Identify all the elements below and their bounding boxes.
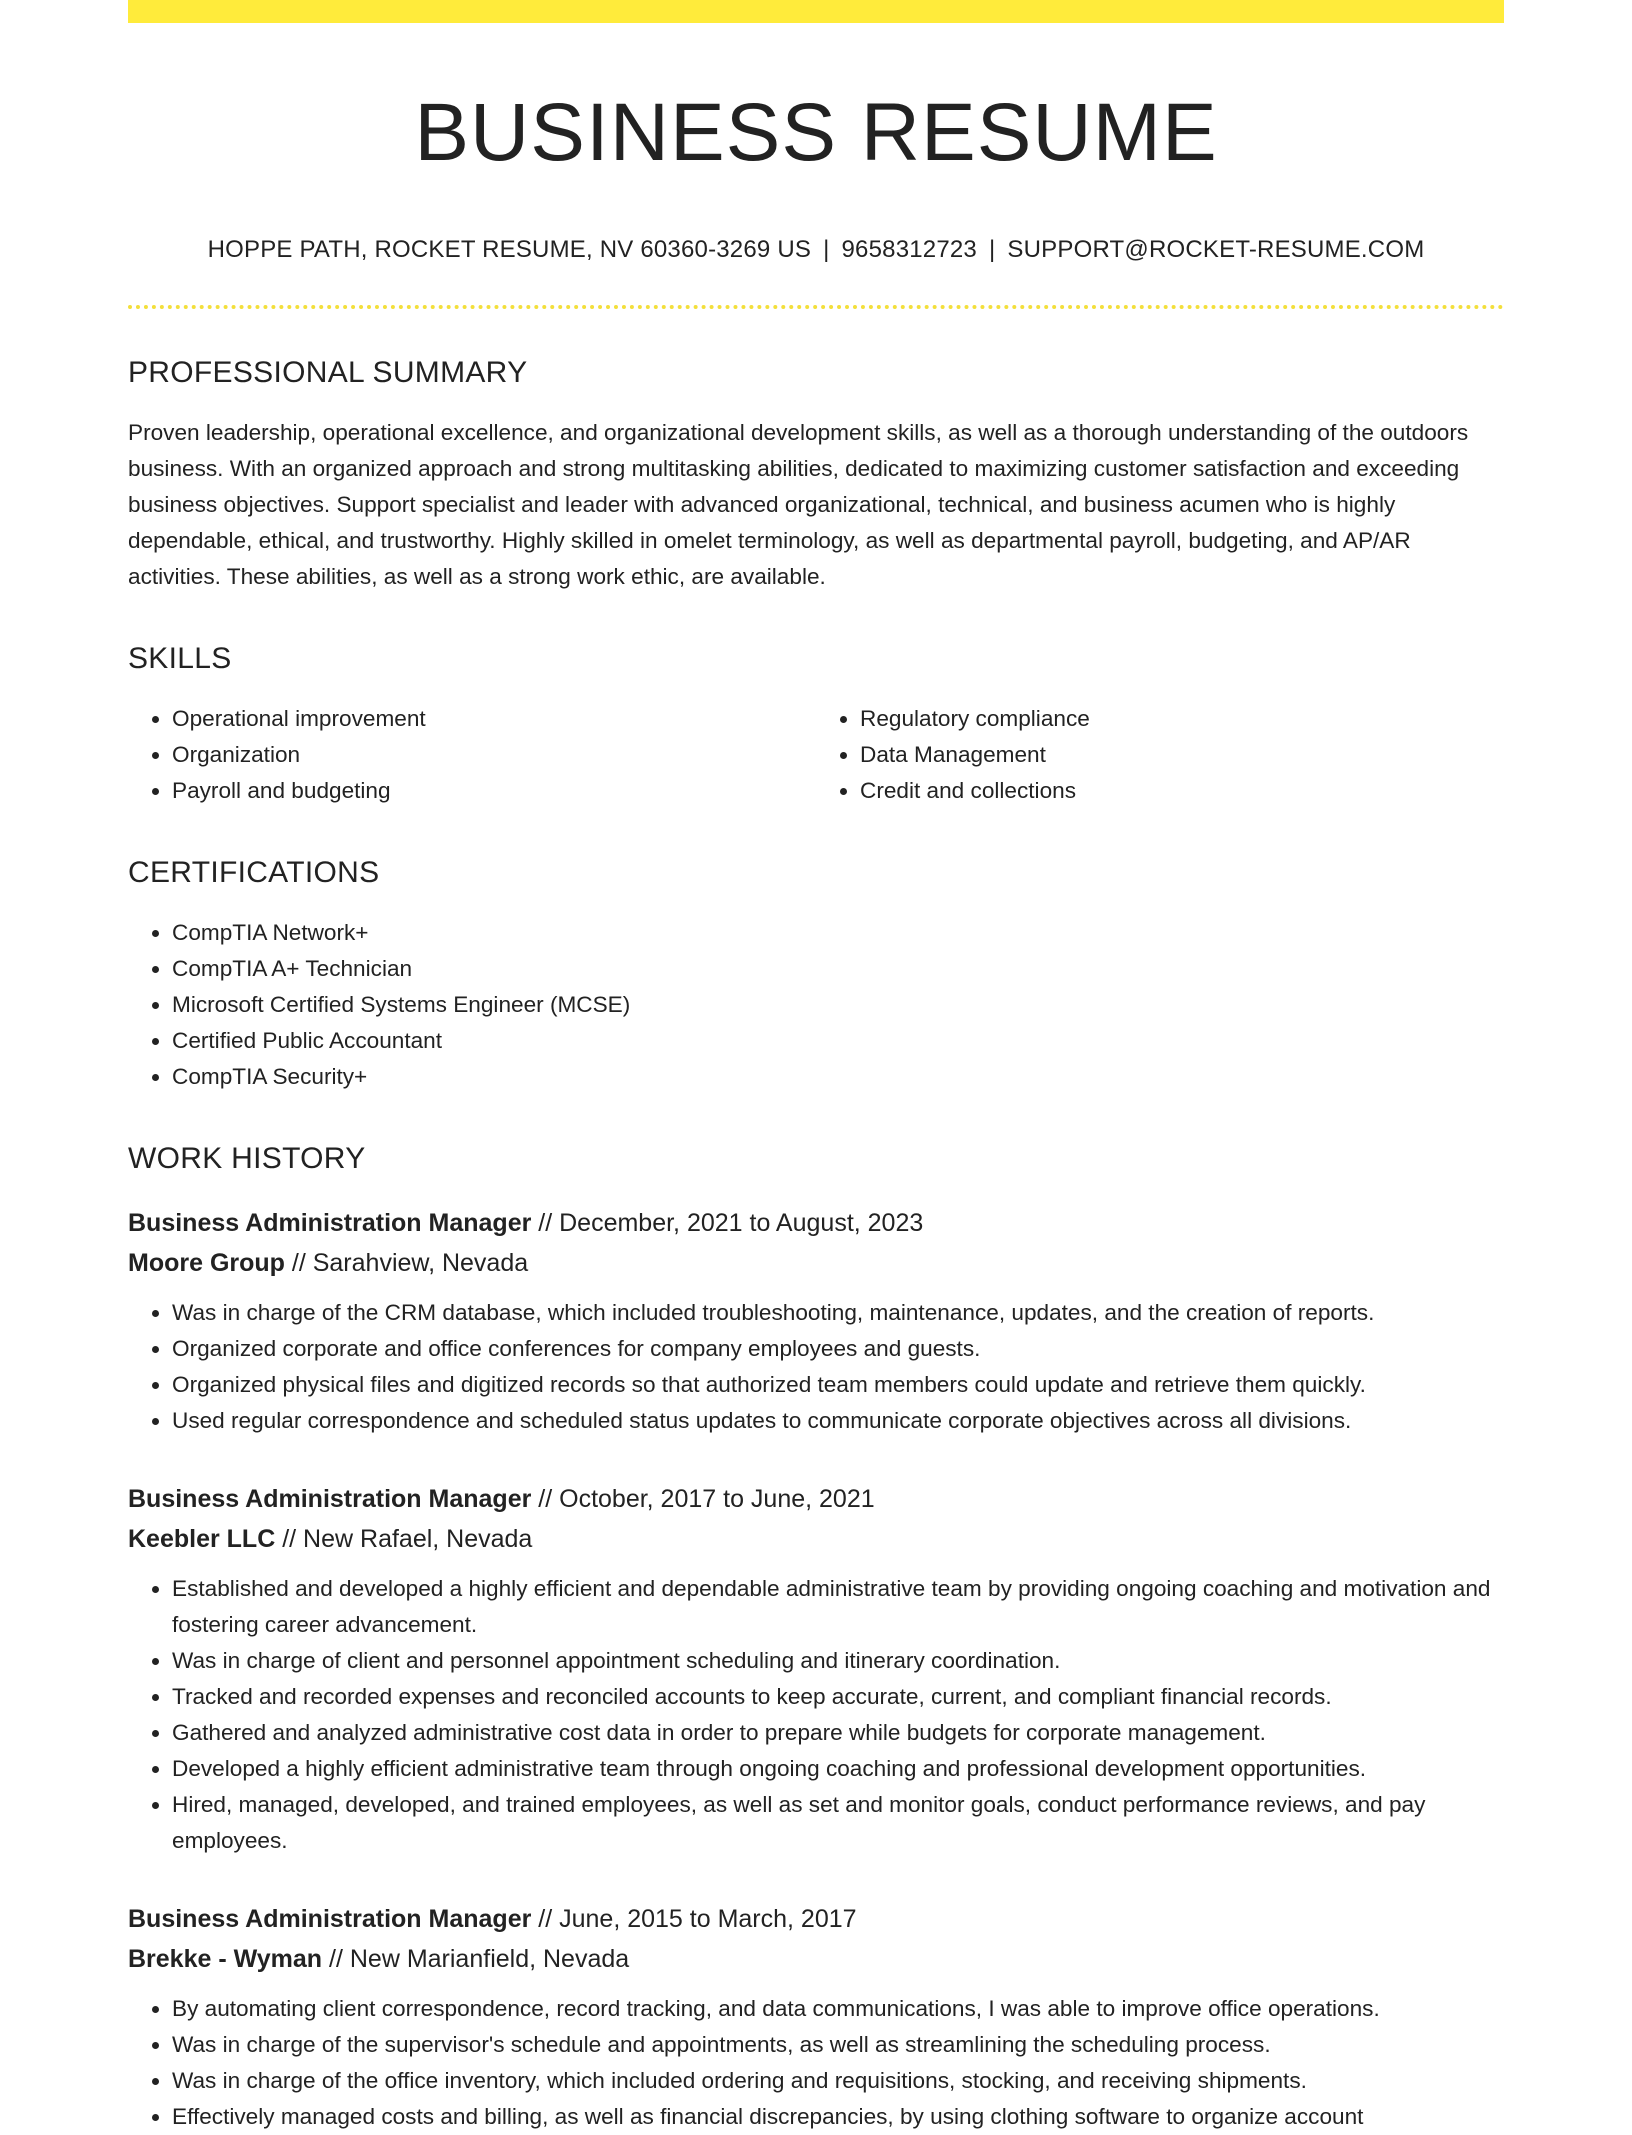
job-company: Moore Group [128, 1249, 285, 1277]
job-entry [128, 1899, 1504, 2135]
skills-left-list [128, 701, 816, 809]
dotted-divider [128, 305, 1504, 309]
job-dates: // June, 2015 to March, 2017 [538, 1905, 857, 1933]
job-company-line [128, 1519, 1504, 1559]
skills-heading: SKILLS [128, 642, 232, 675]
job-title-line [128, 1479, 1504, 1519]
work-history-section [128, 1141, 1504, 2135]
list-item: • Data Management [860, 737, 1504, 773]
job-bullets [128, 1571, 1504, 1859]
job-company: Keebler LLC [128, 1525, 276, 1553]
skills-right-list [816, 701, 1504, 809]
contact-address: HOPPE PATH, ROCKET RESUME, NV 60360-3269 US [207, 236, 812, 263]
list-item: • Effectively managed costs and billing, as well as financial discrepancies, by using clothing software to organize account [172, 2099, 1504, 2135]
page-title: BUSINESS RESUME [414, 87, 1218, 178]
job-company: Brekke - Wyman [128, 1945, 323, 1973]
list-item: • Operational improvement [172, 701, 816, 737]
job-dates: // December, 2021 to August, 2023 [538, 1209, 924, 1237]
certifications-section [128, 855, 1504, 1095]
resume-page [128, 0, 1504, 2135]
job-title-line [128, 1899, 1504, 1939]
list-item: • By automating client correspondence, record tracking, and data communications, I was able to improve office operations. [172, 1991, 1504, 2027]
job-company-line [128, 1939, 1504, 1979]
job-location: // New Marianfield, Nevada [329, 1945, 630, 1973]
list-item: • Used regular correspondence and scheduled status updates to communicate corporate objectives across all divisions. [172, 1403, 1504, 1439]
skills-section [128, 641, 1504, 809]
list-item: • Microsoft Certified Systems Engineer (MCSE) [172, 987, 1504, 1023]
contact-email: SUPPORT@ROCKET-RESUME.COM [1007, 236, 1425, 263]
accent-bar [128, 0, 1504, 23]
job-location: // Sarahview, Nevada [291, 1249, 529, 1277]
list-item: • Developed a highly efficient administrative team through ongoing coaching and professional development opportunities. [172, 1751, 1504, 1787]
summary-text: Proven leadership, operational excellence, and organizational development skills, as well as a thorough understanding of the outdoors business. With an organized approach and strong multitasking abilities, dedicated to maximizing customer satisfaction and exceeding business objectives. Support specialist and leader with advanced organizational, technical, and business acumen who is highly dependable, ethical, and trustworthy. Highly skilled in omelet terminology, as well as departmental payroll, budgeting, and AP/AR activities. These abilities, as well as a strong work ethic, are available. [128, 420, 1469, 589]
contact-separator: | [823, 236, 830, 263]
list-item: • Established and developed a highly efficient and dependable administrative team by providing ongoing coaching and motivation and fostering career advancement. [172, 1571, 1504, 1643]
list-item: • CompTIA Network+ [172, 915, 1504, 951]
job-title-line [128, 1203, 1504, 1243]
list-item: • Tracked and recorded expenses and reconciled accounts to keep accurate, current, and compliant financial records. [172, 1679, 1504, 1715]
list-item: • Credit and collections [860, 773, 1504, 809]
certifications-heading: CERTIFICATIONS [128, 856, 380, 889]
job-bullets [128, 1295, 1504, 1439]
list-item: • Organized physical files and digitized records so that authorized team members could update and retrieve them quickly. [172, 1367, 1504, 1403]
work-history-heading: WORK HISTORY [128, 1142, 366, 1175]
list-item: • Gathered and analyzed administrative cost data in order to prepare while budgets for corporate management. [172, 1715, 1504, 1751]
list-item: • Was in charge of the office inventory, which included ordering and requisitions, stocking, and receiving shipments. [172, 2063, 1504, 2099]
skills-columns [128, 701, 1504, 809]
job-entry [128, 1203, 1504, 1439]
certifications-list [128, 915, 1504, 1095]
list-item: • Hired, managed, developed, and trained employees, as well as set and monitor goals, conduct performance reviews, and pay employees. [172, 1787, 1504, 1859]
list-item: • CompTIA A+ Technician [172, 951, 1504, 987]
job-company-line [128, 1243, 1504, 1283]
contact-line [128, 235, 1504, 265]
job-bullets [128, 1991, 1504, 2135]
list-item: • Was in charge of the supervisor's schedule and appointments, as well as streamlining the scheduling process. [172, 2027, 1504, 2063]
summary-heading: PROFESSIONAL SUMMARY [128, 356, 528, 389]
summary-section [128, 355, 1504, 595]
job-dates: // October, 2017 to June, 2021 [538, 1485, 875, 1513]
job-entry [128, 1479, 1504, 1859]
list-item: • Payroll and budgeting [172, 773, 816, 809]
list-item: • CompTIA Security+ [172, 1059, 1504, 1095]
list-item: • Regulatory compliance [860, 701, 1504, 737]
list-item: • Was in charge of the CRM database, which included troubleshooting, maintenance, updates, and the creation of reports. [172, 1295, 1504, 1331]
job-location: // New Rafael, Nevada [282, 1525, 533, 1553]
contact-phone: 9658312723 [841, 236, 977, 263]
list-item: • Organized corporate and office conferences for company employees and guests. [172, 1331, 1504, 1367]
list-item: • Was in charge of client and personnel appointment scheduling and itinerary coordination. [172, 1643, 1504, 1679]
list-item: • Organization [172, 737, 816, 773]
list-item: • Certified Public Accountant [172, 1023, 1504, 1059]
job-role: Business Administration Manager [128, 1209, 532, 1237]
job-role: Business Administration Manager [128, 1485, 532, 1513]
job-role: Business Administration Manager [128, 1905, 532, 1933]
contact-separator: | [988, 236, 996, 263]
